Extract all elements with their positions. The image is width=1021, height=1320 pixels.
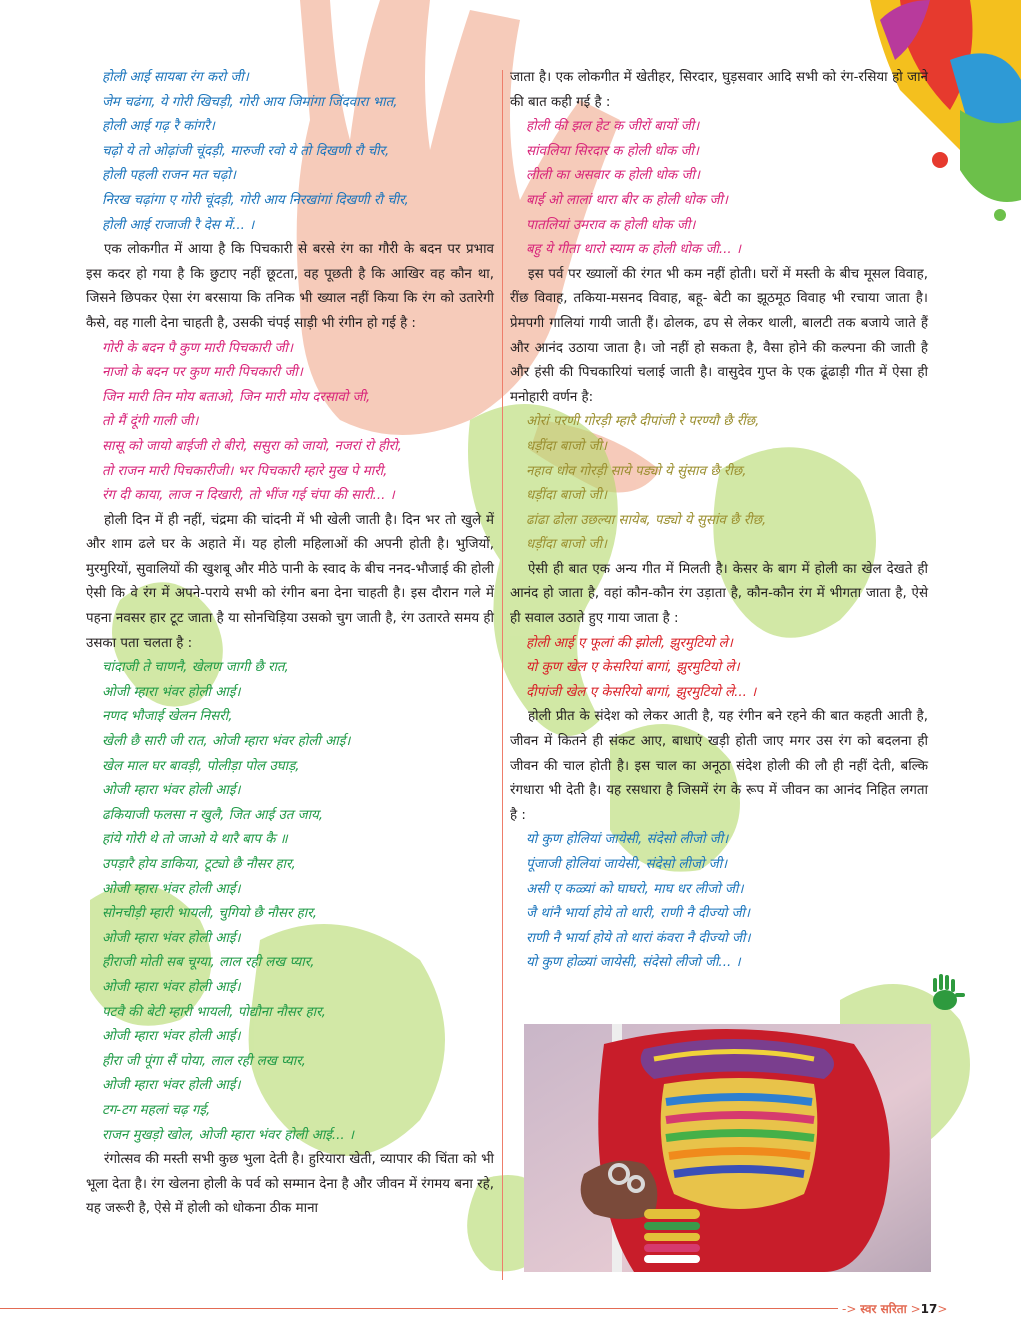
footer-prefix: -> [842,1302,857,1316]
verse-line: गोरी के बदन पै कुण मारी पिचकारी जी। [102,340,293,356]
page-number: 17 [920,1302,938,1316]
verse-line: ओजी म्हारा भंवर होली आई। [102,979,241,995]
verse-line: ओजी म्हारा भंवर होली आई। [102,1078,241,1094]
verse-line: होली पहली राजन मत चढ़ो। [102,168,236,184]
verse-line: चांदाजी ते चाणनै, खेलण जागी छै रात, [102,660,289,676]
verse-line: होली आई राजाजी रै देस में... । [102,217,255,233]
magazine-name: स्वर सरिता [860,1302,907,1316]
verse-line: ओजी म्हारा भंवर होली आई। [102,684,241,700]
verse-line: नणद भौजाई खेलन निसरी, [102,709,233,725]
body-paragraph: रंगोत्सव की मस्ती सभी कुछ भुला देती है। हुरियारा खेती, व्यापार की चिंता को भी भूला देता है। रंग खेलना होली के पर्व को सम्मान देना है और जीवन में रंगमय बना रहे, यह जरूरी है, ऐसे में होली को धोकना ठीक माना [86,1152,494,1217]
verse-line: पूंजाजी होलियां जायेसी, संदेसो लीजो जी। [526,857,728,872]
column-divider [502,70,503,1280]
verse-line: सांवलिया सिरदार क होली धोक जी। [526,143,699,159]
folk-song-verse [510,115,928,263]
verse-line: ढकियाजी फलसा न खुलै, जित आई उत जाय, [102,807,324,823]
verse-line: खेल माल घर बावड़ी, पोलीड़ा पोल उघाड़, [102,758,300,774]
verse-line: ढांढा ढोला उछल्या सायेब, पड्यो ये सुसांव छै रीछ, [526,512,767,528]
body-paragraph: जाता है। एक लोकगीत में खेतीहर, सिरदार, घुड़सवार आदि सभी को रंग-रसिया हो जाने की बात कही गई है : [510,70,928,110]
body-paragraph: ऐसी ही बात एक अन्य गीत में मिलती है। केसर के बाग में होली का खेल देखते ही आनंद हो जाता है, वहां कौन-कौन रंग उड़ाता है, कौन-कौन रंग में भीगता जाता है, ऐसे ही सवाल उठाते हुए गाया जाता है : [510,561,928,627]
verse-line: ओजी म्हारा भंवर होली आई। [102,930,241,946]
verse-line: चढ़ो ये तो ओढ़ांजी चूंदड़ी, मारुजी रवो ये तो दिखणी रौ चीर, [102,143,390,159]
verse-line: जेम चढंगा, ये गोरी खिचड़ी, गोरी आय जिमांगा जिंदवारा भात, [102,94,398,110]
verse-line: तो राजन मारी पिचकारीजी। भर पिचकारी म्हारे मुख पे मारी, [102,463,388,479]
folk-song-verse [510,410,928,558]
folk-song-verse [86,66,494,238]
verse-line: जै थांनै भार्या होये तो थारी, राणी नै दीज्यो जी। [526,906,750,922]
body-paragraph: इस पर्व पर ख्यालों की रंगत भी कम नहीं होती। घरों में मस्ती के बीच मूसल विवाह, रींछ विवाह, तकिया-मसनद विवाह, बहू- बेटी का झूठमूठ विवाह भी रचाया जाता है। प्रेमपगी गालियां गायी जाती हैं। ढोलक, ढप से लेकर थाली, बालटी तक बजाये जाते हैं और आनंद उठाया जाता है। जो नहीं हो सकता है, वैसा होने की कल्पना की जाती है और हंसी की पिचकारियां चलाई जाती है। वासुदेव गुप्त के एक ढूंढाड़ी गीत में ऐसा ही मनोहारी वर्णन है: [510,266,928,405]
verse-line: होली आई ए फूलां की झोली, झुरमुटियो ले। [526,635,733,651]
verse-line: ओजी म्हारा भंवर होली आई। [102,783,241,799]
page-footer [842,1300,947,1317]
verse-line: यो कुण होलियां जायेसी, संदेसो लीजो जी। [526,832,729,848]
verse-line: धड़ींदा बाजो जी। [526,488,607,504]
verse-line: खेली छै सारी जी रात, ओजी म्हारा भंवर होली आई। [102,734,351,750]
verse-line: राजन मुखड़ो खोल, ओजी म्हारा भंवर होली आई... । [102,1127,354,1143]
verse-line: दीपांजी खेल ए केसरियो बागां, झुरमुटियो ले... । [526,684,757,700]
folk-song-verse [510,632,928,706]
verse-line: निरख चढ़ांगा ए गोरी चूंदड़ी, गोरी आय निरखांगां दिखणी रौ चीर, [102,192,409,208]
body-paragraph: होली प्रीत के संदेश को लेकर आती है, यह रंगीन बने रहने की बात कहती आती है, जीवन में कितने ही संकट आए, बाधाएं खड़ी होती जाए मगर उस रंग को बदलना ही जीवन की चाल होती है। इस चाल का अनूठा संदेश होली की लौ ही नहीं देती, बल्कि रंगधारा भी देती है। यह रसधारा है जिसमें रंग के रूप में जीवन का आनंद निहित लगता है : [510,709,928,823]
verse-line: सासू को जायो बाईजी रो बीरो, ससुरा को जायो, नजरां रो हीरो, [102,438,402,454]
folk-song-verse [86,656,494,1148]
verse-line: बहु ये गीता थारो स्याम क होली धोक जी... । [526,242,742,258]
body-paragraph: एक लोकगीत में आया है कि पिचकारी से बरसे रंग का गौरी के बदन पर प्रभाव इस कदर हो गया है कि छुटाए नहीं छूटता, वह पूछती है कि आखिर वह कौन था, जिसने छिपकर ऐसा रंग बरसाया कि तनिक भी ख्याल नहीं किया कि रंग को उतारेगी कैसे, वह गाली देना चाहती है, उसकी चंपई साड़ी भी रंगीन हो गई है : [86,242,494,331]
verse-line: असी ए कळ्यां को घाघरो, माघ धर लीजो जी। [526,881,744,897]
verse-line: धड़ींदा बाजो जी। [526,438,607,454]
verse-line: होली आई गढ़ रै कांगरै। [102,119,215,135]
verse-line: धड़ींदा बाजो जी। [526,537,607,553]
folk-song-verse [86,337,494,509]
verse-line: टग-टग महलां चढ़ गई, [102,1102,211,1118]
verse-line: यो कुण खेल ए केसरियां बागां, झुरमुटियो ले। [526,660,740,676]
verse-line: लीली का असवार क होली धोक जी। [526,168,700,184]
verse-line: जिन मारी तिन मोय बताओ, जिन मारी मोय दरसावो जी, [102,389,371,405]
verse-line: होली की झल हेट क जीरों बायों जी। [526,119,700,135]
verse-line: ओरां परणी गोरड़ी म्हारै दीपांजी रे परण्यौ छै रींछ, [526,414,760,430]
verse-line: तो मैं दूंगी गाली जी। [102,414,199,430]
verse-line: रंग दी काया, लाज न दिखारी, तो भींज गई चंपा की सारी... । [102,488,395,504]
verse-line: ओजी म्हारा भंवर होली आई। [102,1029,241,1045]
verse-line: होली आई सायबा रंग करो जी। [102,70,249,85]
verse-line: नाजो के बदन पर कुण मारी पिचकारी जी। [102,365,303,381]
verse-line: सोनचीड़ी म्हारी भायली, चुगियो छै नौसर हार, [102,906,317,922]
verse-line: हांये गोरी थे तो जाओ ये थारै बाप कै ॥ [102,832,288,848]
folk-song-verse [510,828,928,976]
holi-photo [524,1024,931,1272]
footer-suffix: > [937,1302,948,1316]
footer-separator: > [910,1302,921,1316]
verse-line: ओजी म्हारा भंवर होली आई। [102,881,241,897]
verse-line: पातलियां उमराव क होली धोक जी। [526,217,696,233]
footer-rule [0,1308,838,1309]
verse-line: बाई ओ लालां थारा बीर क होली धोक जी। [526,192,728,208]
left-column [86,66,494,1222]
verse-line: राणी नै भार्या होये तो थारां कंवरा नै दीज्यो जी। [526,930,751,946]
handprint-icon [933,974,965,1010]
verse-line: यो कुण होळ्यां जायेसी, संदेसो लीजो जी... । [526,955,741,971]
verse-line: हीराजी मोती सब चूग्या, लाल रही लख प्यार, [102,955,315,971]
right-column [510,66,928,976]
body-paragraph: होली दिन में ही नहीं, चंद्रमा की चांदनी में भी खेली जाती है। दिन भर तो खुले में और शाम ढले घर के अहाते में। यह होली महिलाओं की अपनी होती है। भुजियों, मुरमुरियों, सुवालियों की खुशबू और मीठे पानी के स्वाद के बीच ननद-भौजाई की होली ऐसी कि वे रंग में अपने-पराये सभी को रंगीन बना देना चाहती है। इस दौरान गले में पहना नवसर हार टूट जाता है या सोनचिड़िया उसको चुग जाती है, रंग उतारते समय ही उसका पता चलता है : [86,512,494,651]
verse-line: नहाव धोव गोरड़ी साये पड्यो ये सुंसाव छै रीछ, [526,463,747,479]
verse-line: हीरा जी पूंगा सैं पोया, लाल रही लख प्यार, [102,1053,306,1069]
verse-line: उपड़ारै होय डाकिया, टूट्यो छै नौसर हार, [102,857,296,872]
verse-line: पटवै की बेटी म्हारी भायली, पोद्यौना नौसर हार, [102,1004,326,1020]
